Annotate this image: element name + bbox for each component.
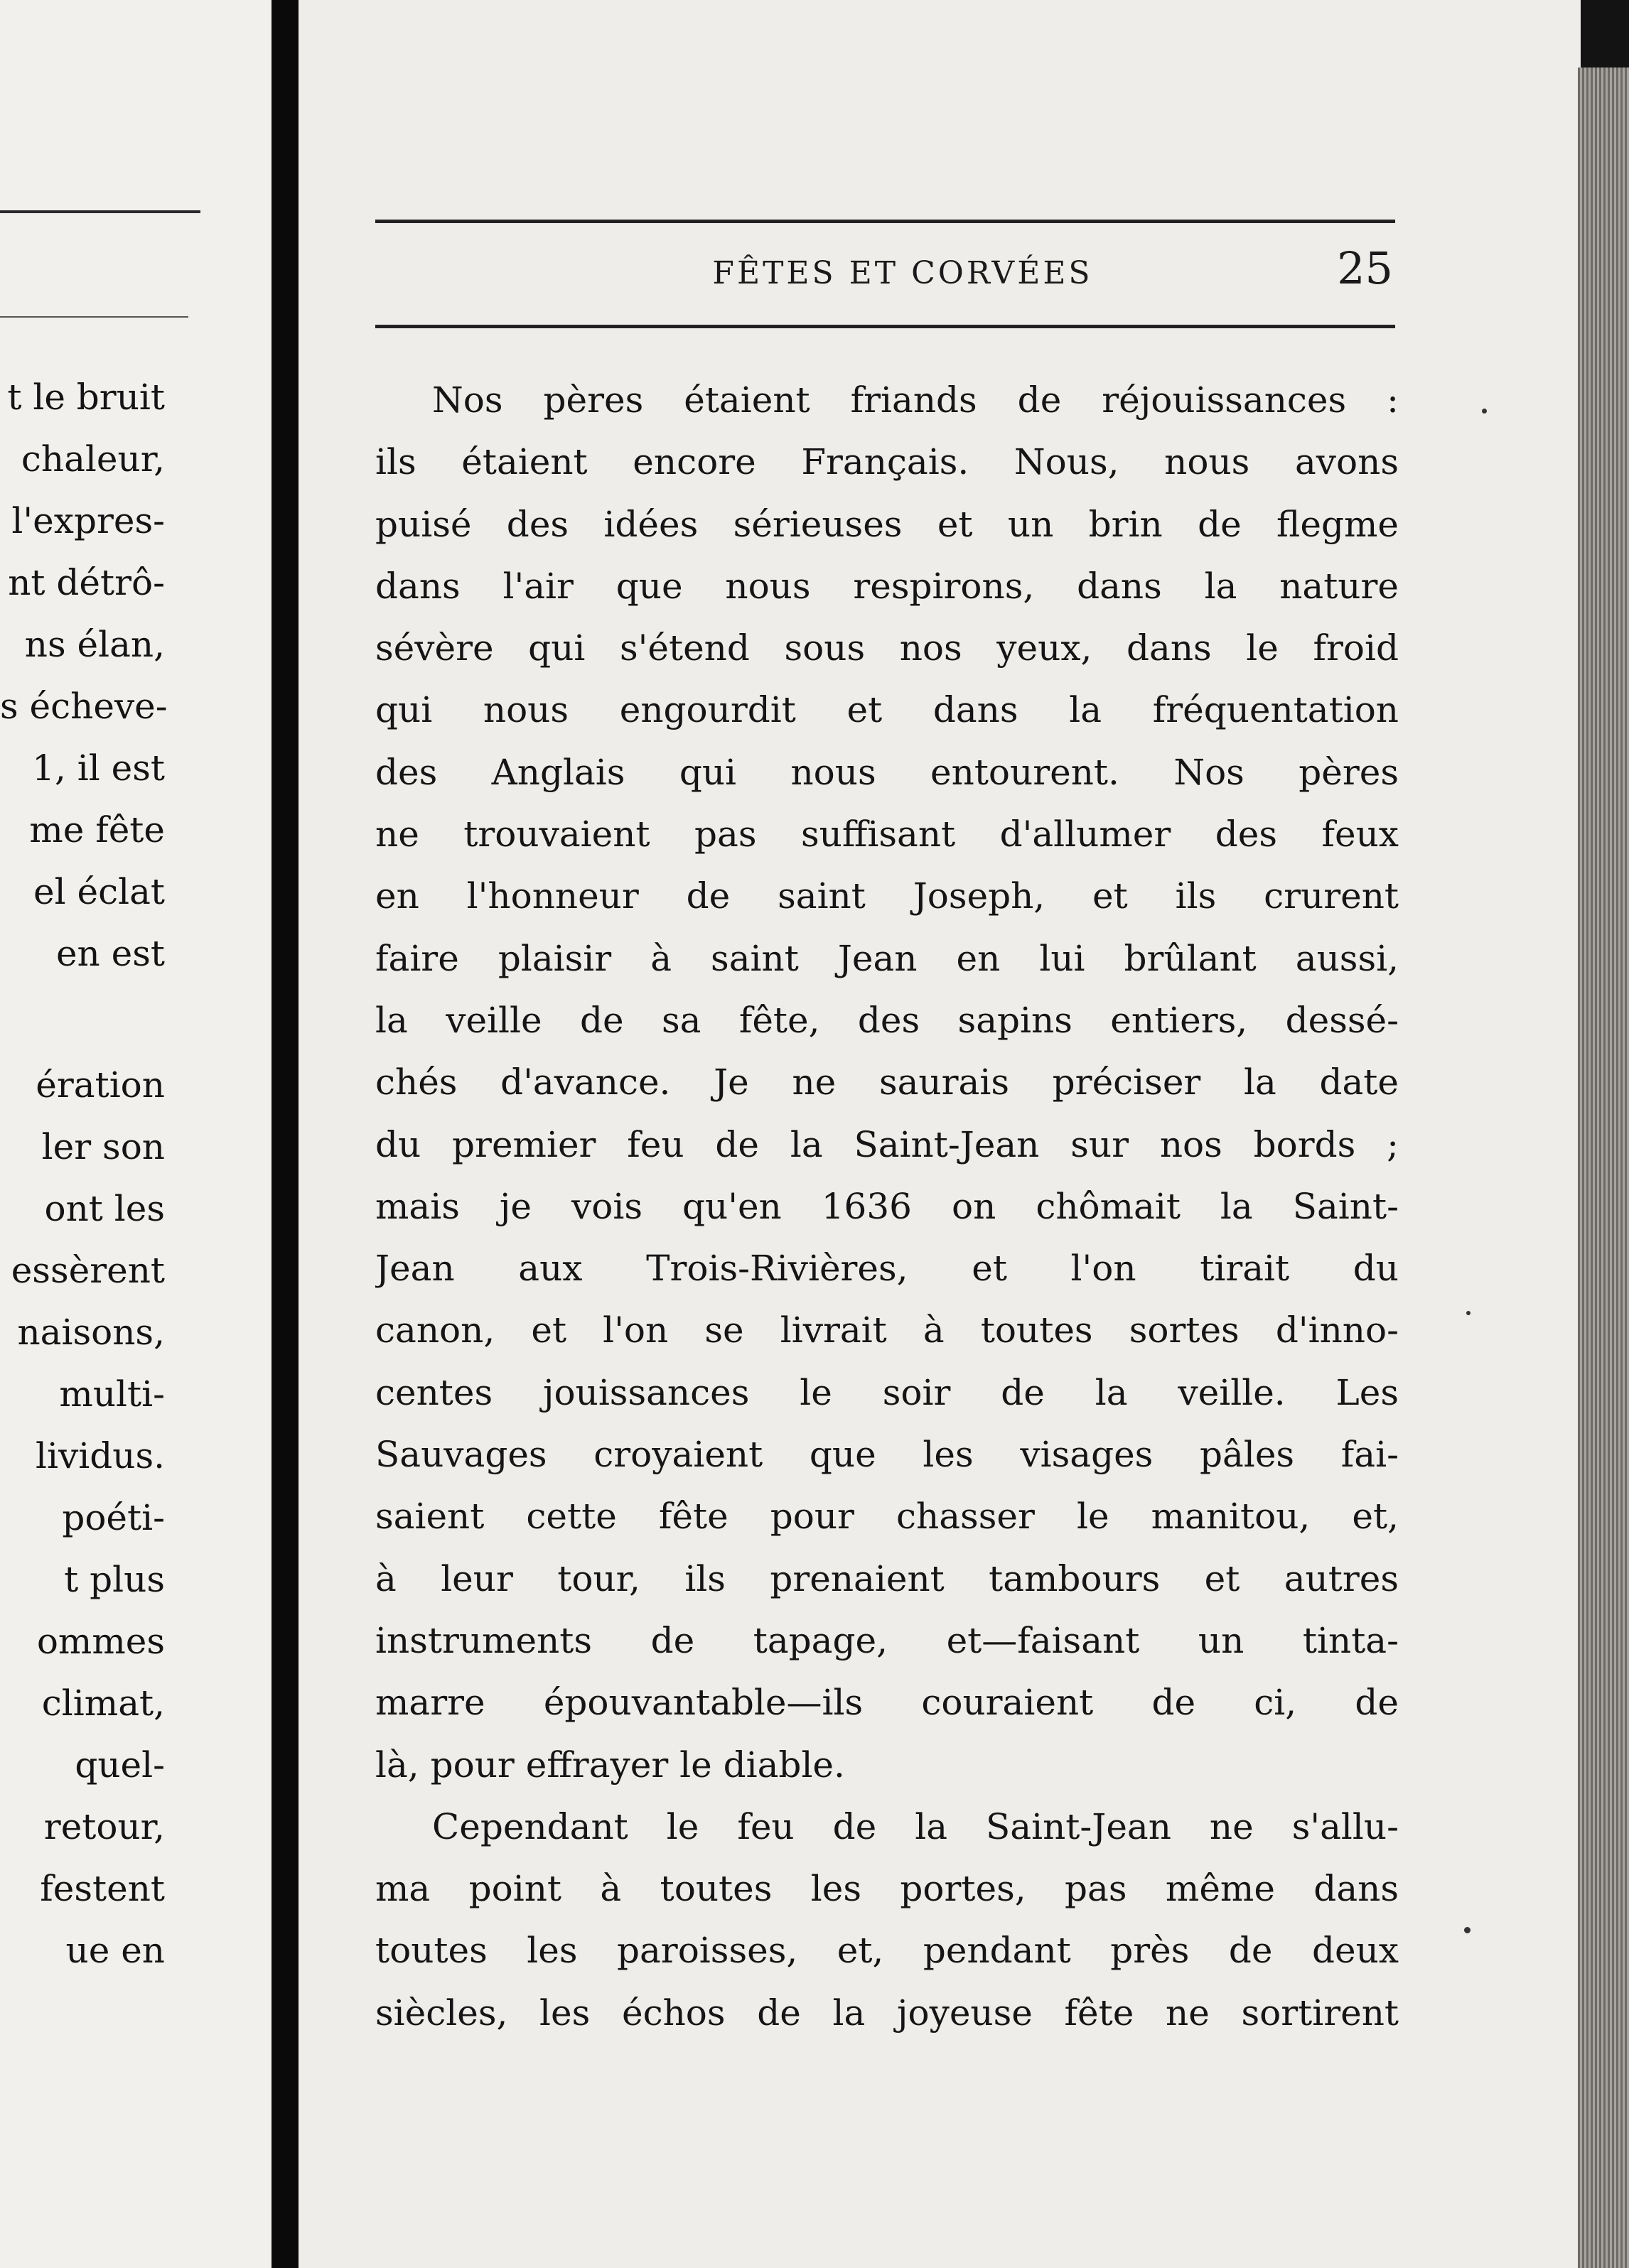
left-text-line: t le bruit (7, 377, 165, 418)
left-text-line: ue en (65, 1930, 165, 1971)
body-text-line: Jean aux Trois-Rivières, et l'on tirait du (375, 1248, 1399, 1290)
left-text-line: festent (40, 1868, 165, 1909)
left-text-line: ns élan, (24, 624, 165, 665)
page-body-text (375, 369, 1399, 2044)
left-header-rule (0, 210, 200, 213)
body-text-line: toutes les paroisses, et, pendant près de deux (375, 1930, 1399, 1972)
left-text-line: quel- (75, 1744, 165, 1786)
left-text-line: essèrent (11, 1250, 165, 1291)
body-text-line: faire plaisir à saint Jean en lui brûlant aussi, (375, 937, 1399, 979)
body-text-line: à leur tour, ils prenaient tambours et autres (375, 1557, 1399, 1599)
stacked-page-edges (1578, 68, 1629, 2268)
body-text-line: canon, et l'on se livrait à toutes sortes d'inno- (375, 1310, 1399, 1351)
body-text-line: ils étaient encore Français. Nous, nous avons (375, 441, 1399, 483)
body-text-line: mais je vois qu'en 1636 on chômait la Saint- (375, 1185, 1399, 1227)
body-text-line: sévère qui s'étend sous nos yeux, dans le froid (375, 627, 1399, 669)
left-text-line: nt détrô- (8, 562, 165, 603)
body-text-line: centes jouissances le soir de la veille. Les (375, 1371, 1399, 1413)
paper-speck (1466, 1311, 1471, 1315)
left-text-line: ommes (36, 1621, 165, 1662)
left-text-line: ont les (44, 1188, 165, 1229)
body-text-line: ma point à toutes les portes, pas même dans (375, 1868, 1399, 1910)
body-text-line: chés d'avance. Je ne saurais préciser la date (375, 1062, 1399, 1103)
header-bottom-rule (375, 325, 1395, 328)
body-text-line: dans l'air que nous respirons, dans la nature (375, 565, 1399, 607)
left-text-line: en est (55, 933, 165, 974)
left-page-text (0, 367, 168, 1982)
left-paragraph-gap (0, 985, 165, 1054)
body-text-line: Cependant le feu de la Saint-Jean ne s'allu- (432, 1805, 1399, 1847)
body-text-line: ne trouvaient pas suffisant d'allumer des feux (375, 814, 1399, 855)
paper-speck (1482, 409, 1487, 414)
previous-page-fragment (0, 0, 272, 2268)
body-text-line: saient cette fête pour chasser le manitou, et, (375, 1496, 1399, 1538)
left-text-line: 1, il est (32, 747, 165, 789)
body-text-line: en l'honneur de saint Joseph, et ils crurent (375, 875, 1399, 917)
left-text-line: l'expres- (11, 500, 165, 541)
body-text-line: siècles, les échos de la joyeuse fête ne sortirent (375, 1992, 1399, 2034)
body-text-line: puisé des idées sérieuses et un brin de flegme (375, 503, 1399, 545)
body-text-line: là, pour effrayer le diable. (375, 1744, 845, 1786)
body-text-line: la veille de sa fête, des sapins entiers, dessé- (375, 999, 1399, 1041)
left-text-line: poéti- (62, 1497, 165, 1538)
left-text-line: retour, (43, 1806, 165, 1847)
body-text-line: marre épouvantable—ils couraient de ci, de (375, 1682, 1399, 1724)
header-top-rule (375, 220, 1395, 223)
left-text-line: s écheve- (0, 686, 168, 727)
body-text-line: Sauvages croyaient que les visages pâles fai- (375, 1434, 1399, 1476)
left-text-line: ler son (41, 1126, 165, 1167)
body-text-line: du premier feu de la Saint-Jean sur nos bords ; (375, 1123, 1399, 1165)
current-page (299, 0, 1581, 2268)
book-gutter (272, 0, 300, 2268)
left-text-line: naisons, (17, 1312, 165, 1353)
body-text-line: des Anglais qui nous entourent. Nos pères (375, 751, 1399, 793)
body-text-line: Nos pères étaient friands de réjouissances : (432, 379, 1399, 421)
left-text-line: chaleur, (21, 438, 165, 480)
running-title: FÊTES ET CORVÉES (712, 255, 1093, 291)
paper-speck (1464, 1927, 1471, 1933)
left-text-line: me fête (29, 809, 165, 850)
body-text-line: qui nous engourdit et dans la fréquentation (375, 689, 1399, 731)
left-header-rule-thin (0, 316, 188, 318)
left-text-line: climat, (41, 1683, 165, 1724)
page-number: 25 (1337, 242, 1393, 294)
left-text-line: ération (36, 1064, 165, 1106)
left-text-line: el éclat (33, 871, 165, 912)
left-text-line: multi- (59, 1373, 165, 1415)
body-text-line: instruments de tapage, et—faisant un tinta- (375, 1619, 1399, 1661)
left-text-line: t plus (64, 1559, 165, 1600)
left-text-line: lividus. (36, 1435, 165, 1476)
